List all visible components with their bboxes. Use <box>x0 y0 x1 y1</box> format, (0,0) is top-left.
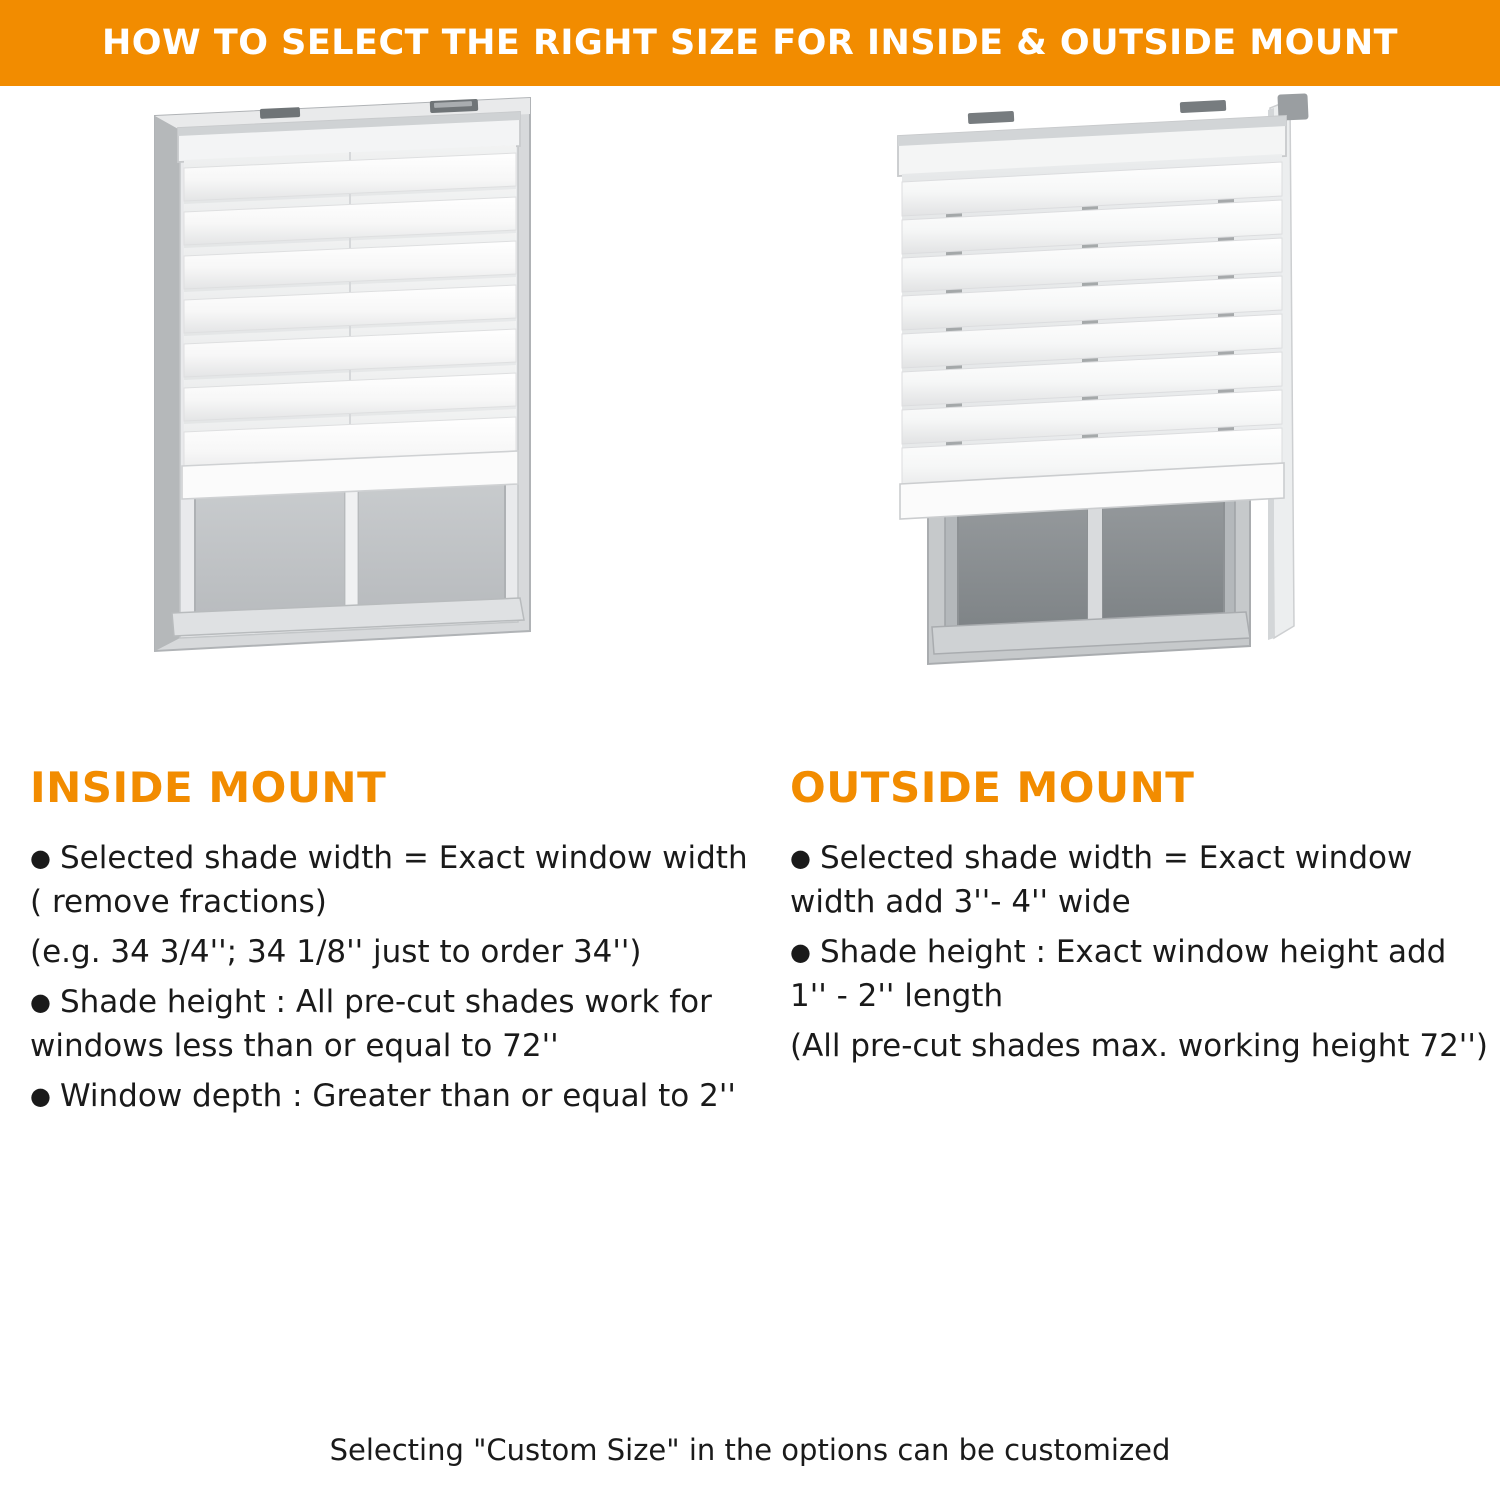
outside-mount-window-illustration <box>850 86 1470 766</box>
mount-instructions <box>0 763 1500 1115</box>
illustration-row <box>0 86 1500 766</box>
bullet-dot-icon: ● <box>30 988 51 1017</box>
list-item-text: Shade height : Exact window height add 1'' - 2'' length <box>790 934 1447 1015</box>
custom-size-note: Selecting "Custom Size" in the options can be customized <box>329 1433 1171 1467</box>
inside-mount-window-illustration <box>100 86 720 766</box>
inside-mount-section <box>30 763 750 1124</box>
bullet-dot-icon: ● <box>790 938 811 967</box>
outside-mount-title: OUTSIDE MOUNT <box>790 763 1195 812</box>
list-item <box>790 930 1490 1018</box>
list-item <box>30 1074 750 1118</box>
list-item-text: Selected shade width = Exact window width add 3''- 4'' wide <box>790 840 1413 921</box>
bullet-dot-icon: ● <box>30 1082 51 1111</box>
list-item-text: (All pre-cut shades max. working height 72'') <box>790 1028 1488 1065</box>
inside-mount-title: INSIDE MOUNT <box>30 763 387 812</box>
outside-mount-bullets <box>790 836 1490 1068</box>
bullet-dot-icon: ● <box>30 844 51 873</box>
page-title: HOW TO SELECT THE RIGHT SIZE FOR INSIDE & OUTSIDE MOUNT <box>101 23 1399 63</box>
header-banner <box>0 0 1500 86</box>
list-item <box>30 836 750 924</box>
list-item-text: Shade height : All pre-cut shades work for windows less than or equal to 72'' <box>30 984 712 1065</box>
list-item-text: Selected shade width = Exact window width ( remove fractions) <box>30 840 748 921</box>
inside-mount-bullets <box>30 836 750 1118</box>
list-item-text: Window depth : Greater than or equal to 2'' <box>59 1078 736 1115</box>
list-item <box>30 930 750 974</box>
list-item <box>790 1024 1490 1068</box>
bullet-dot-icon: ● <box>790 844 811 873</box>
outside-mount-section <box>790 763 1490 1074</box>
list-item <box>30 980 750 1068</box>
list-item <box>790 836 1490 924</box>
list-item-text: (e.g. 34 3/4''; 34 1/8'' just to order 34'') <box>30 934 642 971</box>
